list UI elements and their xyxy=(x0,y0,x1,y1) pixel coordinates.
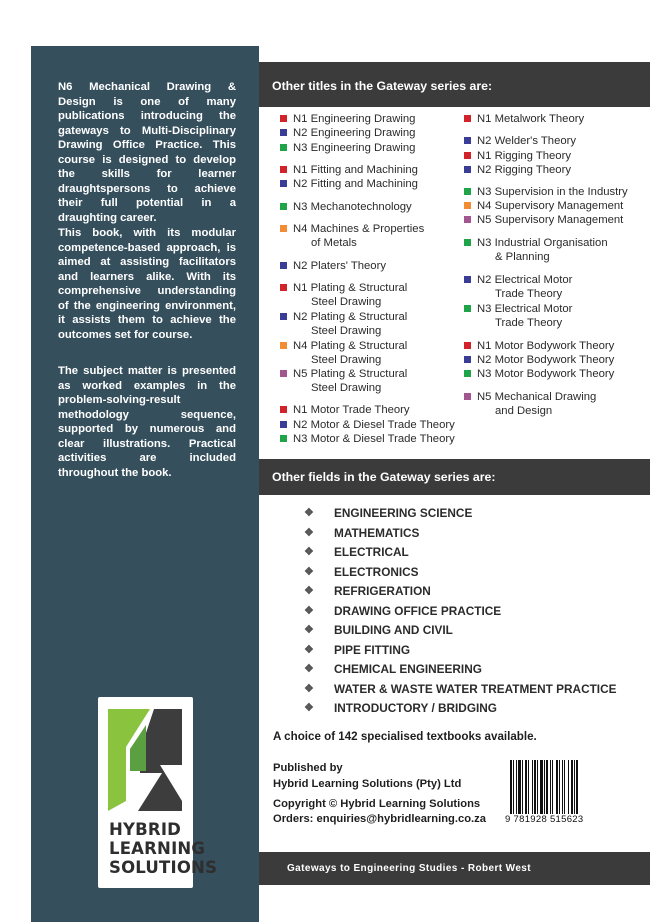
title-line: N5 Plating & Structural xyxy=(293,368,408,380)
title-line: N3 Motor Bodywork Theory xyxy=(477,368,615,380)
title-line: N1 Motor Bodywork Theory xyxy=(477,340,615,352)
title-line: N5 Mechanical Drawing xyxy=(477,391,597,403)
title-line: Steel Drawing xyxy=(311,296,382,309)
level-color-square-icon xyxy=(280,284,287,291)
title-line: N5 Supervisory Management xyxy=(477,214,624,226)
level-color-square-icon xyxy=(280,180,287,187)
field-label: CHEMICAL ENGINEERING xyxy=(334,662,482,676)
title-line: N1 Motor Trade Theory xyxy=(293,404,410,416)
title-line: N3 Engineering Drawing xyxy=(293,142,416,154)
diamond-bullet-icon: ❖ xyxy=(304,624,314,636)
orders-line xyxy=(273,813,486,825)
title-line: Steel Drawing xyxy=(311,354,382,367)
diamond-bullet-icon: ❖ xyxy=(304,663,314,675)
title-line: N4 Supervisory Management xyxy=(477,200,624,212)
title-line: N1 Metalwork Theory xyxy=(477,113,585,125)
title-text xyxy=(293,432,455,446)
blurb-paragraph-2: This book, with its modular competence-based approach, is aimed at assisting facilitators and learners alike. With its comprehensive understanding of the engineering environment, it assists them to achieve the outcomes set for course. xyxy=(58,227,236,341)
title-line: Trade Theory xyxy=(495,317,563,330)
level-color-square-icon xyxy=(464,166,471,173)
diamond-bullet-icon: ❖ xyxy=(304,604,314,617)
blurb-paragraph-1: N6 Mechanical Drawing & Design is one of many publications introducing the gateways to Multi-Disciplinary Drawing Office Practice. This course is designed to develop the skills for learner draughtspersons to achieve their full potential in a draughting career. xyxy=(58,81,236,224)
level-color-square-icon xyxy=(464,342,471,349)
fields-heading: Other fields in the Gateway series are: xyxy=(272,470,496,484)
title-line: N2 Rigging Theory xyxy=(477,164,571,176)
barcode-bars-icon xyxy=(508,760,602,816)
title-line: N2 Motor & Diesel Trade Theory xyxy=(293,419,455,431)
level-color-square-icon xyxy=(280,435,287,442)
level-color-square-icon xyxy=(464,188,471,195)
title-line: of Metals xyxy=(311,237,357,250)
barcode-bar xyxy=(525,760,527,816)
level-color-square-icon xyxy=(464,370,471,377)
title-text xyxy=(477,367,614,381)
diamond-bullet-icon: ❖ xyxy=(304,507,314,519)
barcode-bar xyxy=(534,760,536,816)
title-line: Steel Drawing xyxy=(311,325,382,338)
level-color-square-icon xyxy=(464,356,471,363)
barcode-bar xyxy=(537,760,538,816)
title-line: Steel Drawing xyxy=(311,382,382,395)
title-line: and Design xyxy=(495,405,553,418)
barcode-bar xyxy=(552,760,553,816)
title-text xyxy=(293,112,415,126)
title-text xyxy=(293,367,407,396)
diamond-bullet-icon: ❖ xyxy=(304,546,314,558)
barcode-bar xyxy=(540,760,543,816)
title-line: Trade Theory xyxy=(495,288,563,301)
choice-statement: A choice of 142 specialised textbooks available. xyxy=(273,730,537,743)
title-line: N4 Machines & Properties xyxy=(293,223,425,235)
fields-heading-bar xyxy=(259,459,650,495)
title-text xyxy=(293,259,386,273)
diamond-bullet-icon: ❖ xyxy=(304,526,314,539)
title-text xyxy=(477,134,576,148)
level-color-square-icon xyxy=(280,144,287,151)
level-color-square-icon xyxy=(280,225,287,232)
field-label: REFRIGERATION xyxy=(334,584,431,598)
level-color-square-icon xyxy=(280,421,287,428)
field-label: BUILDING AND CIVIL xyxy=(334,623,453,637)
title-line: N2 Platers' Theory xyxy=(293,260,386,272)
title-text xyxy=(477,236,608,265)
barcode-bar xyxy=(528,760,529,816)
barcode-bar xyxy=(518,760,521,816)
isbn-barcode xyxy=(505,760,603,826)
title-line: N3 Electrical Motor xyxy=(477,303,573,315)
title-text xyxy=(293,200,412,214)
level-color-square-icon xyxy=(464,137,471,144)
field-label: PIPE FITTING xyxy=(334,642,411,657)
orders-label: Orders: xyxy=(273,813,314,825)
title-text xyxy=(293,403,410,417)
barcode-bar xyxy=(571,760,573,816)
titles-heading: Other titles in the Gateway series are: xyxy=(272,79,493,93)
field-label: MATHEMATICS xyxy=(334,525,420,540)
title-text xyxy=(477,163,571,177)
barcode-bar xyxy=(564,760,565,816)
level-color-square-icon xyxy=(464,393,471,400)
title-line: N2 Engineering Drawing xyxy=(293,127,416,139)
publisher-name: Hybrid Learning Solutions (Pty) Ltd xyxy=(273,778,462,790)
field-label: ELECTRONICS xyxy=(334,564,419,579)
title-text xyxy=(477,149,571,163)
level-color-square-icon xyxy=(280,342,287,349)
title-line: N2 Fitting and Machining xyxy=(293,178,418,190)
title-line: N3 Industrial Organisation xyxy=(477,237,608,249)
title-text xyxy=(477,185,628,199)
title-line: N3 Supervision in the Industry xyxy=(477,186,628,198)
logo-text-line-1: HYBRID xyxy=(109,820,182,839)
diamond-bullet-icon: ❖ xyxy=(304,702,314,714)
barcode-bar xyxy=(510,760,512,816)
title-text xyxy=(293,141,415,155)
title-line: N2 Motor Bodywork Theory xyxy=(477,354,615,366)
diamond-bullet-icon: ❖ xyxy=(304,585,314,597)
copyright-notice: Copyright © Hybrid Learning Solutions xyxy=(273,798,481,810)
title-text xyxy=(477,353,614,367)
level-color-square-icon xyxy=(280,129,287,136)
barcode-bar xyxy=(556,760,558,816)
diamond-bullet-icon: ❖ xyxy=(304,682,314,695)
title-text xyxy=(477,199,623,213)
title-text xyxy=(293,126,415,140)
level-color-square-icon xyxy=(464,202,471,209)
barcode-bar xyxy=(562,760,563,816)
title-line: N1 Engineering Drawing xyxy=(293,113,416,125)
logo-text-line-3: SOLUTIONS xyxy=(109,858,218,877)
field-label: INTRODUCTORY / BRIDGING xyxy=(334,701,497,715)
level-color-square-icon xyxy=(464,216,471,223)
title-text xyxy=(293,281,407,310)
title-text xyxy=(477,273,572,302)
title-text xyxy=(477,213,623,227)
barcode-bar xyxy=(522,760,523,816)
field-label: ELECTRICAL xyxy=(334,545,409,559)
title-text xyxy=(293,177,418,191)
level-color-square-icon xyxy=(464,239,471,246)
title-text xyxy=(477,390,596,419)
field-label: WATER & WASTE WATER TREATMENT PRACTICE xyxy=(334,681,617,696)
barcode-bar xyxy=(568,760,569,816)
level-color-square-icon xyxy=(464,115,471,122)
title-line: N4 Plating & Structural xyxy=(293,340,408,352)
title-text xyxy=(477,112,584,126)
titles-heading-bar xyxy=(259,62,650,107)
barcode-bar xyxy=(513,760,514,816)
level-color-square-icon xyxy=(280,406,287,413)
footer-text: Gateways to Engineering Studies - Robert West xyxy=(287,863,531,874)
title-text xyxy=(293,339,407,368)
logo-mark-icon xyxy=(104,705,187,815)
footer-bar xyxy=(259,852,650,885)
title-text xyxy=(293,418,455,432)
publisher-logo xyxy=(98,697,218,888)
level-color-square-icon xyxy=(464,276,471,283)
title-text xyxy=(477,302,572,331)
title-line: N2 Plating & Structural xyxy=(293,311,408,323)
level-color-square-icon xyxy=(280,313,287,320)
title-line: N1 Rigging Theory xyxy=(477,150,571,162)
level-color-square-icon xyxy=(464,152,471,159)
level-color-square-icon xyxy=(280,166,287,173)
barcode-bar xyxy=(532,760,533,816)
title-line: N1 Plating & Structural xyxy=(293,282,408,294)
title-line: & Planning xyxy=(495,251,550,264)
barcode-number: 9 781928 515623 xyxy=(505,814,605,825)
blurb-paragraph-3: The subject matter is presented as worked examples in the problem-solving-result methodology sequence, supported by numerous and clear illustrations. Practical activities are included throughout the book. xyxy=(58,365,236,479)
barcode-bar xyxy=(550,760,551,816)
title-text xyxy=(477,339,614,353)
title-text xyxy=(293,310,407,339)
level-color-square-icon xyxy=(280,115,287,122)
barcode-bar xyxy=(546,760,548,816)
title-line: N3 Mechanotechnology xyxy=(293,201,412,213)
barcode-bar xyxy=(544,760,545,816)
field-label: ENGINEERING SCIENCE xyxy=(334,506,473,520)
logo-text-line-2: LEARNING xyxy=(109,839,206,858)
level-color-square-icon xyxy=(280,203,287,210)
orders-email-link[interactable]: enquiries@hybridlearning.co.za xyxy=(316,813,486,825)
published-by-label: Published by xyxy=(273,762,343,774)
barcode-bar xyxy=(559,760,560,816)
diamond-bullet-icon: ❖ xyxy=(304,643,314,656)
barcode-bar xyxy=(574,760,575,816)
title-line: N2 Electrical Motor xyxy=(477,274,573,286)
title-text xyxy=(293,163,418,177)
barcode-bar xyxy=(576,760,578,816)
level-color-square-icon xyxy=(280,262,287,269)
field-label: DRAWING OFFICE PRACTICE xyxy=(334,603,502,618)
title-line: N3 Motor & Diesel Trade Theory xyxy=(293,433,455,445)
level-color-square-icon xyxy=(464,305,471,312)
level-color-square-icon xyxy=(280,370,287,377)
barcode-bar xyxy=(516,760,517,816)
title-text xyxy=(293,222,424,251)
title-line: N1 Fitting and Machining xyxy=(293,164,418,176)
title-line: N2 Welder's Theory xyxy=(477,135,577,147)
diamond-bullet-icon: ❖ xyxy=(304,565,314,578)
